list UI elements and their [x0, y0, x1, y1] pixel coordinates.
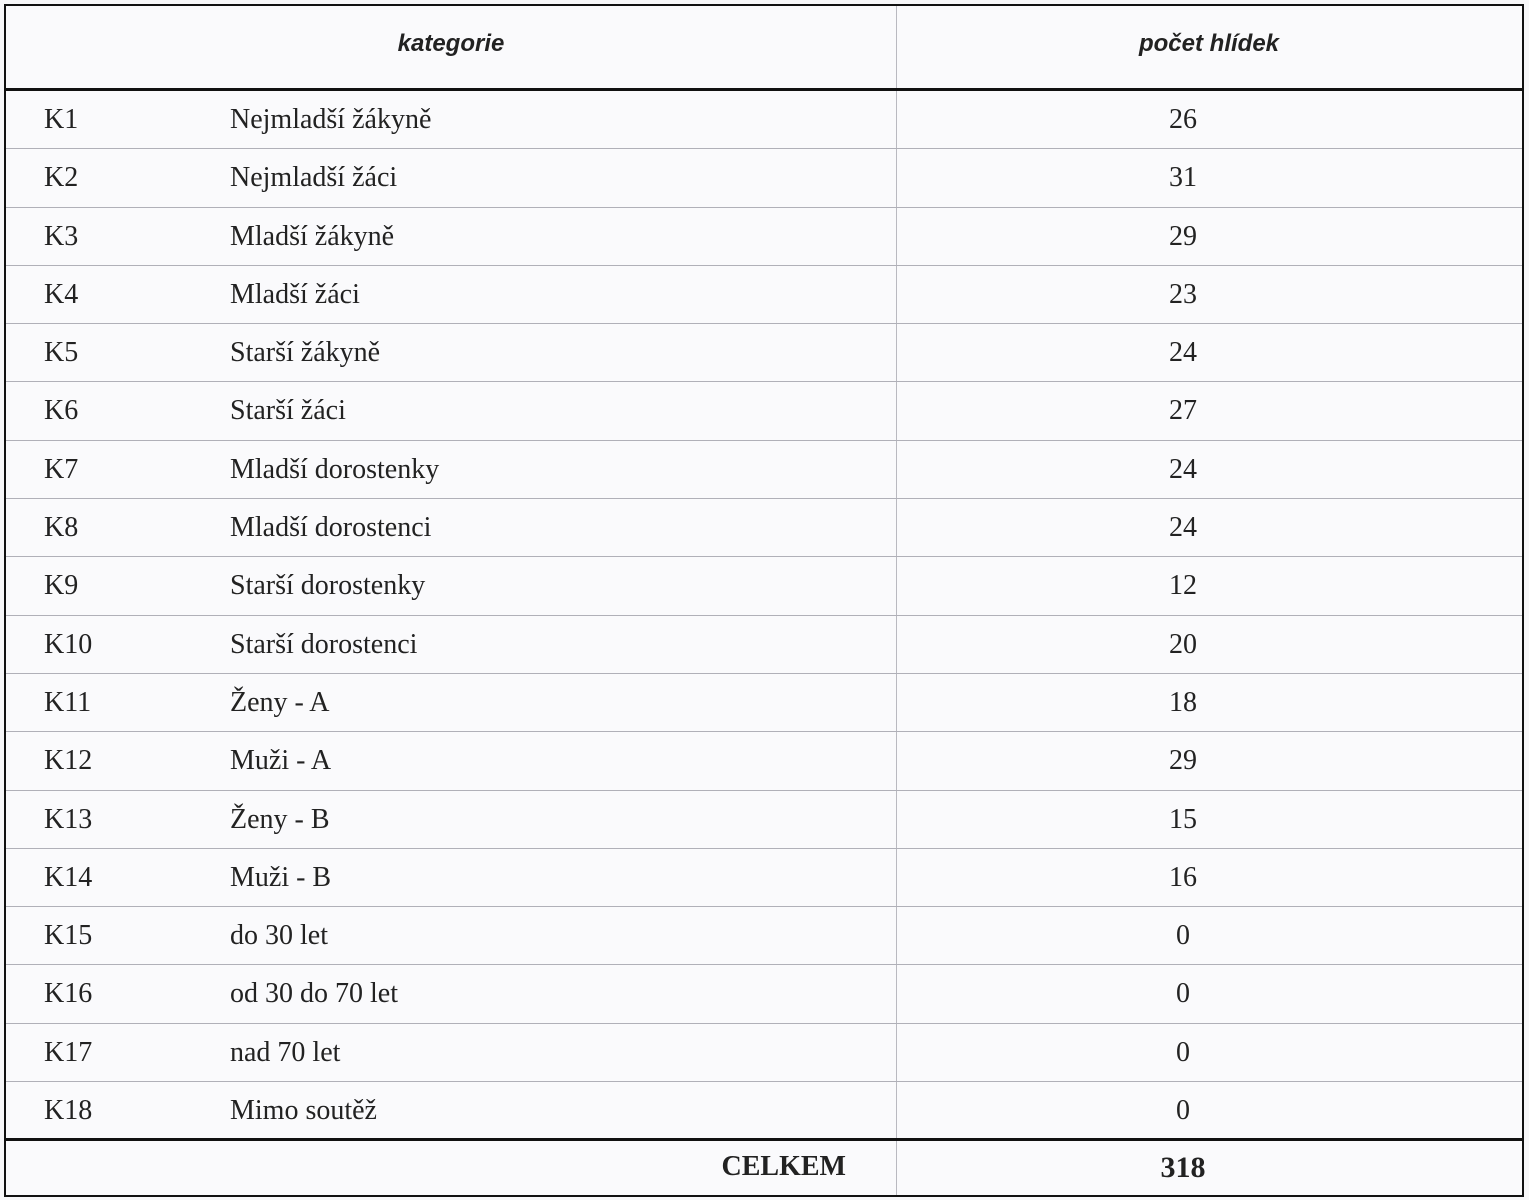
category-code: K7: [44, 453, 79, 485]
table-row: [6, 149, 1522, 207]
team-count: 24: [1169, 453, 1197, 485]
category-name: Ženy - B: [230, 803, 330, 835]
team-count: 0: [1176, 1095, 1190, 1127]
table-row: [6, 616, 1522, 674]
table-row: [6, 557, 1522, 615]
team-count: 20: [1169, 628, 1197, 660]
category-name: Ženy - A: [230, 686, 330, 718]
table-row: [6, 266, 1522, 324]
category-code: K8: [44, 512, 79, 544]
table-row: [6, 849, 1522, 907]
team-count: 0: [1176, 978, 1190, 1010]
category-code: K10: [44, 628, 93, 660]
table-row: [6, 324, 1522, 382]
table-body: [6, 91, 1522, 1140]
category-name: Muži - A: [230, 745, 332, 777]
category-code: K5: [44, 337, 79, 369]
header-count: počet hlídek: [1138, 30, 1280, 57]
team-count: 26: [1169, 104, 1197, 135]
category-name: Mladší žákyně: [230, 220, 395, 252]
team-count: 12: [1169, 570, 1197, 602]
category-code: K12: [44, 745, 93, 777]
category-name: Mladší dorostenky: [230, 453, 440, 485]
table-row: [6, 208, 1522, 266]
team-count: 23: [1169, 278, 1197, 310]
table-row: [6, 791, 1522, 849]
table-row: [6, 965, 1522, 1023]
table-row: [6, 499, 1522, 557]
team-count: 27: [1169, 395, 1197, 427]
category-code: K14: [44, 861, 93, 893]
category-code: K6: [44, 395, 79, 427]
table-row: [6, 907, 1522, 965]
table-row: [6, 91, 1522, 149]
category-name: Nejmladší žáci: [230, 162, 398, 194]
team-count: 24: [1169, 337, 1197, 369]
table-row: [6, 1082, 1522, 1140]
table-row: [6, 1024, 1522, 1082]
category-code: K17: [44, 1036, 93, 1068]
category-code: K2: [44, 162, 79, 194]
category-name: Starší žáci: [230, 395, 346, 427]
total-value: 318: [1160, 1151, 1206, 1184]
category-name: Starší žákyně: [230, 337, 381, 369]
category-code: K18: [44, 1095, 93, 1127]
category-name: Mladší žáci: [230, 278, 360, 310]
category-name: Nejmladší žákyně: [230, 104, 432, 135]
team-count: 18: [1169, 686, 1197, 718]
category-code: K1: [44, 104, 79, 135]
table-row: [6, 674, 1522, 732]
team-count: 29: [1169, 220, 1197, 252]
team-count: 0: [1176, 920, 1190, 952]
team-count: 29: [1169, 745, 1197, 777]
category-code: K11: [44, 686, 92, 718]
category-name: do 30 let: [230, 920, 328, 952]
total-label: CELKEM: [721, 1151, 846, 1182]
category-name: Starší dorostenci: [230, 628, 418, 660]
table-row: [6, 732, 1522, 790]
category-code: K13: [44, 803, 93, 835]
total-row: [6, 1138, 1522, 1195]
category-code: K15: [44, 920, 93, 952]
category-name: od 30 do 70 let: [230, 978, 398, 1010]
table-header: [6, 6, 1522, 91]
table-row: [6, 441, 1522, 499]
category-name: nad 70 let: [230, 1036, 341, 1068]
team-count: 0: [1176, 1036, 1190, 1068]
category-name: Starší dorostenky: [230, 570, 426, 602]
category-table: [4, 4, 1524, 1197]
category-name: Mimo soutěž: [230, 1095, 377, 1127]
category-code: K4: [44, 278, 79, 310]
team-count: 16: [1169, 861, 1197, 893]
header-category: kategorie: [397, 30, 505, 57]
category-code: K3: [44, 220, 79, 252]
category-code: K9: [44, 570, 79, 602]
team-count: 31: [1169, 162, 1197, 194]
category-code: K16: [44, 978, 93, 1010]
team-count: 24: [1169, 512, 1197, 544]
team-count: 15: [1169, 803, 1197, 835]
category-name: Mladší dorostenci: [230, 512, 432, 544]
category-name: Muži - B: [230, 861, 332, 893]
table-row: [6, 382, 1522, 440]
